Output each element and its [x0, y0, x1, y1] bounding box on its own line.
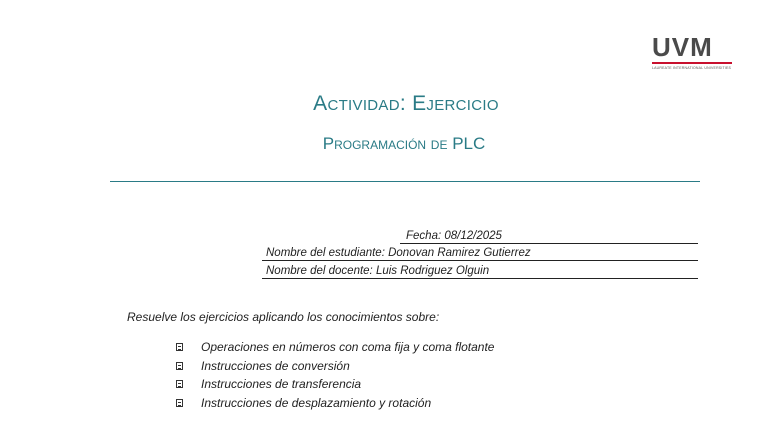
list-item	[176, 338, 494, 357]
document-title: Actividad: Ejercicio	[313, 92, 499, 115]
bullet-icon	[176, 362, 183, 370]
teacher-name-field: Nombre del docente: Luis Rodriguez Olguin	[262, 264, 698, 279]
date-field: Fecha: 08/12/2025	[400, 229, 698, 244]
list-item	[176, 375, 494, 394]
bullet-icon	[176, 380, 183, 388]
document-subtitle: Programación de PLC	[322, 134, 486, 153]
uvm-logo	[652, 34, 736, 74]
bullet-icon	[176, 343, 183, 351]
logo-underline	[652, 62, 732, 64]
title-divider	[110, 181, 700, 182]
instructions-text: Resuelve los ejercicios aplicando los conocimientos sobre:	[127, 310, 440, 324]
list-item-label: Instrucciones de conversión	[201, 358, 350, 373]
list-item-label: Operaciones en números con coma fija y coma flotante	[201, 340, 495, 355]
list-item-label: Instrucciones de desplazamiento y rotación	[201, 395, 432, 410]
list-item-label: Instrucciones de transferencia	[201, 377, 362, 392]
topics-list	[176, 338, 494, 412]
logo-wordmark: UVM	[652, 32, 713, 62]
bullet-icon	[176, 399, 183, 407]
logo-tagline: LAUREATE INTERNATIONAL UNIVERSITIES	[652, 66, 732, 70]
list-item	[176, 357, 494, 376]
list-item	[176, 394, 494, 413]
student-name-field: Nombre del estudiante: Donovan Ramirez Gutierrez	[262, 246, 698, 261]
